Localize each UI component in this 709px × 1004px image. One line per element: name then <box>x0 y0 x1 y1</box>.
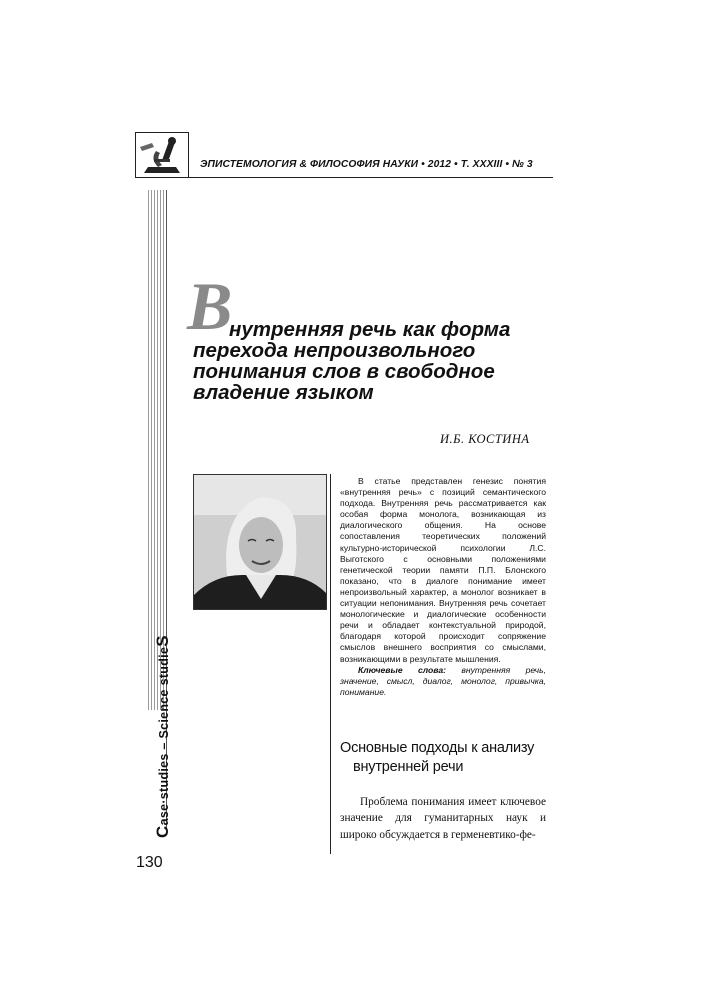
body-text <box>340 794 546 843</box>
side-label-text: ase·studies – Science studie <box>157 646 171 826</box>
title-line-4: владение языком <box>193 381 374 404</box>
body-paragraph-1: Проблема понимания имеет ключевое значение для гуманитарных наук и широко обсуждается в герменевтико-фе- <box>340 796 546 841</box>
author-name: И.Б. КОСТИНА <box>440 432 530 446</box>
keywords-values: внутренняя речь, значение, смысл, диалог, монолог, привычка, понимание. <box>340 664 547 697</box>
keywords-label: Ключевые слова: <box>358 664 446 675</box>
section-heading-line-1: Основные подходы к анализу <box>340 740 535 756</box>
side-label-cap-c: C <box>153 825 172 838</box>
title-line-2: перехода непроизвольного <box>193 339 476 362</box>
section-heading-line-2: внутренней речи <box>353 759 464 775</box>
keywords <box>340 665 546 698</box>
journal-logo <box>135 132 189 178</box>
journal-title: ЭПИСТЕМОЛОГИЯ & ФИЛОСОФИЯ НАУКИ • 2012 • Т. XXXIII • № 3 <box>200 159 533 170</box>
page-number: 130 <box>136 854 163 871</box>
microscope-icon <box>136 133 188 177</box>
title-line-1: нутренняя речь как форма <box>229 318 511 341</box>
portrait-image <box>194 475 326 609</box>
header-rule <box>135 177 553 178</box>
side-label-cap-s: S <box>153 635 172 647</box>
title-line-3: понимания слов в свободное <box>193 360 495 383</box>
side-stripe-decoration <box>148 190 166 710</box>
section-side-label <box>153 635 173 838</box>
abstract-text: В статье представлен генезис понятия «внутренняя речь» с позиций семантического подхода. Внутренняя речь рассматривается как особая форма монолога, возникающая из диалогического общения. На основе сопоставления теоретических положений культурно-исторической психологии Л.С. Выготского с основными положениями генетической теории памяти П.П. Блонского показано, что в диалоге понимание имеет непроизвольный характер, а монолог возникает в ситуации непонимания. Внутренняя речь сочетает монологические и диалогические особенности речи и обладает контекстуальной природой, благодаря которой происходит сопряжение смыслов внешнего восприятия со смыслами, возникающими в результате мышления. <box>340 476 546 664</box>
author-portrait <box>193 474 327 610</box>
column-rule <box>330 474 331 854</box>
title-dropcap: В <box>187 268 233 344</box>
abstract <box>340 476 546 698</box>
